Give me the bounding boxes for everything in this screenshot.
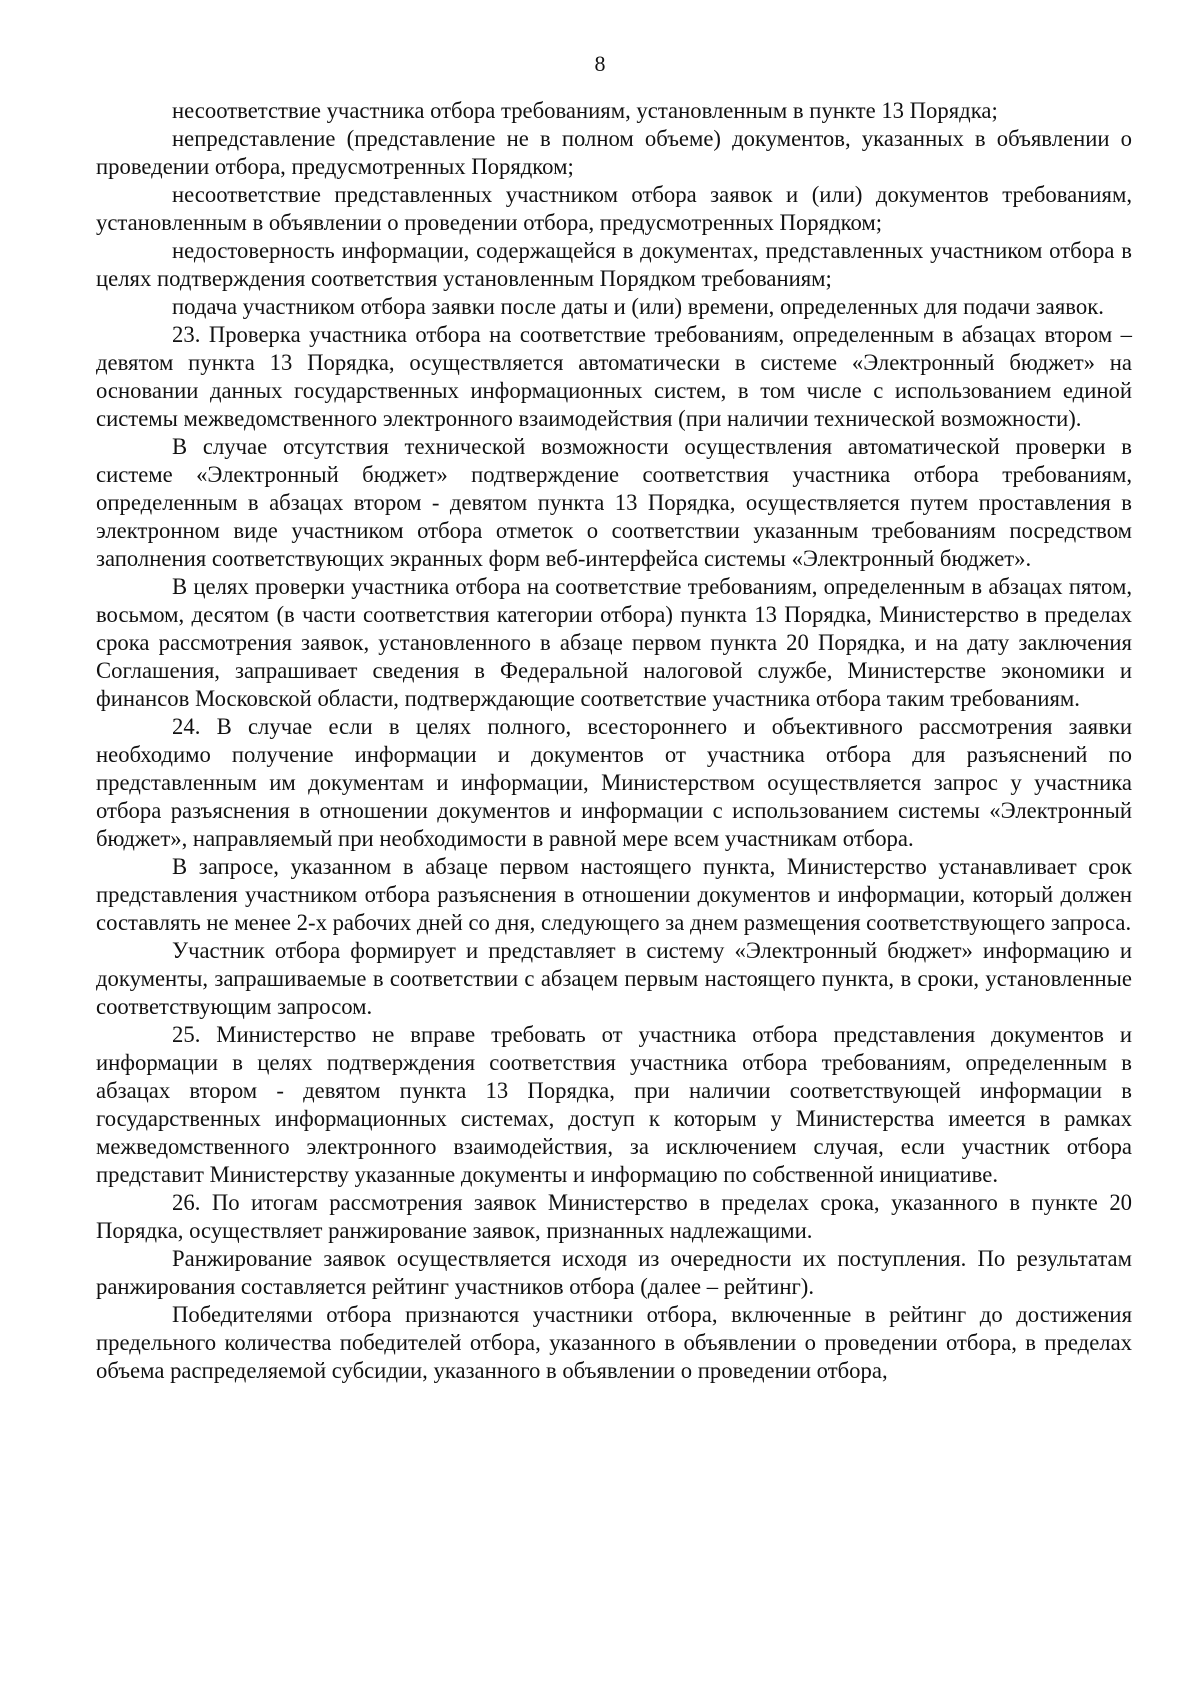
page-number: 8 xyxy=(594,51,606,76)
paragraph-section-25: 25. Министерство не вправе требовать от участника отбора представления документов и информации в целях подтверждения соответствия участника отбора требованиям, определенным в абзацах втором - девятом пункта 13 Порядка, при наличии соответствующей информации в государственных информационных системах, доступ к которым у Министерства имеется в рамках межведомственного электронного взаимодействия, за исключением случая, если участник отбора представит Министерству указанные документы и информацию по собственной инициативе. xyxy=(96,1022,1132,1187)
paragraph-criterion-missing-documents: непредставление (представление не в полном объеме) документов, указанных в объявлении о проведении отбора, предусмотренных Порядком; xyxy=(96,126,1132,179)
paragraph-section-26-ranking: Ранжирование заявок осуществляется исходя из очередности их поступления. По результатам ранжирования составляется рейтинг участников отбора (далее – рейтинг). xyxy=(96,1246,1132,1299)
paragraph-criterion-late-submission: подача участником отбора заявки после даты и (или) времени, определенных для подачи заявок. xyxy=(172,294,1104,319)
paragraph-section-23-ministry-request: В целях проверки участника отбора на соответствие требованиям, определенным в абзацах пятом, восьмом, десятом (в части соответствия категории отбора) пункта 13 Порядка, Министерство в пределах срока рассмотрения заявок, установленного в абзаце первом пункта 20 Порядка, и на дату заключения Соглашения, запрашивает сведения в Федеральной налоговой службе, Министерстве экономики и финансов Московской области, подтверждающие соответствие участника отбора таким требованиям. xyxy=(96,574,1132,711)
paragraph-section-24-deadline: В запросе, указанном в абзаце первом настоящего пункта, Министерство устанавливает срок представления участником отбора разъяснения в отношении документов и информации, который должен составлять не менее 2-х рабочих дней со дня, следующего за днем размещения соответствующего запроса. xyxy=(96,854,1132,935)
paragraph-criterion-documents-mismatch: несоответствие представленных участником отбора заявок и (или) документов требованиям, установленным в объявлении о проведении отбора, предусмотренных Порядком; xyxy=(96,182,1132,235)
paragraph-section-24: 24. В случае если в целях полного, всестороннего и объективного рассмотрения заявки необходимо получение информации и документов от участника отбора для разъяснений по представленным им документам и информации, Министерством осуществляется запрос у участника отбора разъяснения в отношении документов и информации с использованием системы «Электронный бюджет», направляемый при необходимости в равной мере всем участникам отбора. xyxy=(96,714,1132,851)
paragraph-section-26: 26. По итогам рассмотрения заявок Министерство в пределах срока, указанного в пункте 20 Порядка, осуществляет ранжирование заявок, признанных надлежащими. xyxy=(96,1190,1132,1243)
paragraph-section-23: 23. Проверка участника отбора на соответствие требованиям, определенным в абзацах втором – девятом пункта 13 Порядка, осуществляется автоматически в системе «Электронный бюджет» на основании данных государственных информационных систем, в том числе с использованием единой системы межведомственного электронного взаимодействия (при наличии технической возможности). xyxy=(96,322,1132,431)
paragraph-section-24-response: Участник отбора формирует и представляет в систему «Электронный бюджет» информацию и документы, запрашиваемые в соответствии с абзацем первым настоящего пункта, в сроки, установленные соответствующим запросом. xyxy=(96,938,1132,1019)
paragraph-criterion-noncompliance: несоответствие участника отбора требованиям, установленным в пункте 13 Порядка; xyxy=(172,98,998,123)
paragraph-section-23-manual-check: В случае отсутствия технической возможности осуществления автоматической проверки в системе «Электронный бюджет» подтверждение соответствия участника отбора требованиям, определенным в абзацах втором - девятом пункта 13 Порядка, осуществляется путем проставления в электронном виде участником отбора отметок о соответствии указанным требованиям посредством заполнения соответствующих экранных форм веб-интерфейса системы «Электронный бюджет». xyxy=(96,434,1132,571)
paragraph-criterion-false-information: недостоверность информации, содержащейся в документах, представленных участником отбора в целях подтверждения соответствия установленным Порядком требованиям; xyxy=(96,238,1132,291)
document-body xyxy=(96,97,1132,1385)
paragraph-section-26-winners: Победителями отбора признаются участники отбора, включенные в рейтинг до достижения предельного количества победителей отбора, указанного в объявлении о проведении отбора, в пределах объема распределяемой субсидии, указанного в объявлении о проведении отбора, xyxy=(96,1302,1132,1383)
